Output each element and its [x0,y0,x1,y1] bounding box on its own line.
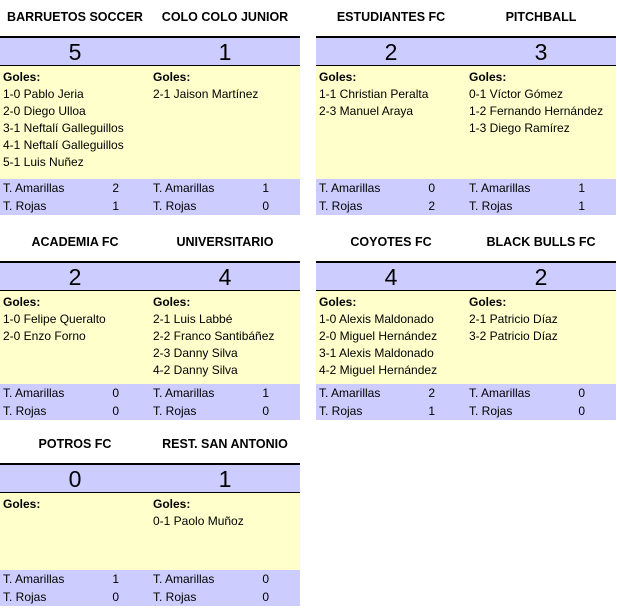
home-red-row [3,197,150,215]
yellow-cards-label: T. Amarillas [3,386,65,400]
away-red-count: 0 [262,404,269,418]
goal-entry: 1-1 Christian Peralta [319,87,429,101]
goals-section [0,291,300,384]
home-yellow-row [319,179,466,197]
away-goals [153,69,303,103]
away-red-count: 0 [262,590,269,604]
home-yellow-count: 0 [112,386,119,400]
yellow-cards-label: T. Amarillas [153,572,215,586]
away-red-row [153,588,300,606]
away-red-count: 0 [578,404,585,418]
goal-entry: 2-0 Miguel Hernández [319,329,438,343]
yellow-cards-label: T. Amarillas [3,181,65,195]
away-red-row [153,197,300,215]
home-team-name: POTROS FC [38,437,112,451]
score-row [316,38,616,65]
red-cards-label: T. Rojas [153,199,197,213]
match-card [316,225,616,420]
goals-label: Goles: [319,70,357,84]
goal-entry: 4-1 Neftalí Galleguillos [3,138,124,152]
away-score: 2 [534,264,548,290]
goals-label: Goles: [153,70,191,84]
team-names-row [0,225,300,261]
yellow-cards-label: T. Amarillas [319,181,381,195]
cards-section [0,384,300,420]
goal-entry: 0-1 Paolo Muñoz [153,514,244,528]
goal-entry: 2-2 Franco Santibáñez [153,329,275,343]
away-yellow-row [153,179,300,197]
home-yellow-count: 1 [112,572,119,586]
match-card [0,0,300,215]
score-row [0,263,300,290]
goals-section [316,291,616,384]
goals-section [316,66,616,179]
away-goals [469,69,617,137]
goal-entry: 0-1 Víctor Gómez [469,87,564,101]
away-team-name: COLO COLO JUNIOR [161,10,289,24]
home-yellow-row [3,179,150,197]
home-score: 4 [384,264,398,290]
goal-entry: 1-2 Fernando Hernández [469,104,604,118]
home-yellow-count: 0 [428,181,435,195]
goal-entry: 3-2 Patricio Díaz [469,329,558,343]
away-yellow-count: 1 [262,386,269,400]
home-team-name: BARRUETOS SOCCER [7,10,143,24]
away-team-name: BLACK BULLS FC [486,235,596,249]
home-red-count: 0 [112,590,119,604]
goals-section [0,66,300,179]
goals-label: Goles: [153,295,191,309]
match-card [0,225,300,420]
away-red-row [469,402,616,420]
goal-entry: 3-1 Neftalí Galleguillos [3,121,124,135]
away-yellow-row [153,384,300,402]
home-red-row [319,197,466,215]
goal-entry: 2-0 Diego Ulloa [3,104,86,118]
away-team-name: UNIVERSITARIO [176,235,274,249]
home-goals [319,294,469,379]
away-yellow-count: 0 [578,386,585,400]
goal-entry: 2-1 Jaison Martínez [153,87,259,101]
home-red-row [3,402,150,420]
away-red-row [153,402,300,420]
yellow-cards-label: T. Amarillas [153,181,215,195]
away-goals [469,294,617,345]
away-yellow-count: 1 [578,181,585,195]
away-red-count: 1 [578,199,585,213]
red-cards-label: T. Rojas [3,590,47,604]
home-score: 5 [68,39,82,65]
away-score: 1 [218,39,232,65]
away-score: 4 [218,264,232,290]
home-yellow-row [3,384,150,402]
cards-section [316,179,616,215]
home-yellow-row [3,570,150,588]
goals-label: Goles: [3,295,41,309]
home-red-count: 1 [428,404,435,418]
yellow-cards-label: T. Amarillas [469,386,531,400]
yellow-cards-label: T. Amarillas [319,386,381,400]
score-row [0,465,300,492]
goal-entry: 1-0 Alexis Maldonado [319,312,434,326]
home-red-row [319,402,466,420]
home-team-name: ACADEMIA FC [31,235,119,249]
goal-entry: 2-3 Manuel Araya [319,104,414,118]
goals-section [0,493,300,570]
home-goals [3,496,153,513]
away-score: 1 [218,466,232,492]
home-team-name: COYOTES FC [350,235,432,249]
away-yellow-count: 0 [262,572,269,586]
home-yellow-row [319,384,466,402]
away-goals [153,496,303,530]
goals-label: Goles: [3,497,41,511]
home-red-count: 1 [112,199,119,213]
red-cards-label: T. Rojas [153,404,197,418]
goals-label: Goles: [469,70,507,84]
yellow-cards-label: T. Amarillas [3,572,65,586]
away-red-row [469,197,616,215]
home-team-name: ESTUDIANTES FC [336,10,446,24]
home-score: 0 [68,466,82,492]
away-yellow-row [469,179,616,197]
cards-section [0,570,300,606]
goal-entry: 5-1 Luis Nuñez [3,155,84,169]
red-cards-label: T. Rojas [3,199,47,213]
goals-label: Goles: [469,295,507,309]
away-yellow-row [153,570,300,588]
away-goals [153,294,303,379]
match-card [0,427,300,606]
score-row [316,263,616,290]
goal-entry: 1-0 Pablo Jeria [3,87,84,101]
red-cards-label: T. Rojas [319,199,363,213]
away-score: 3 [534,39,548,65]
team-names-row [316,0,616,36]
home-score: 2 [384,39,398,65]
match-card [316,0,616,215]
cards-section [0,179,300,215]
goal-entry: 1-0 Felipe Queralto [3,312,106,326]
team-names-row [316,225,616,261]
home-red-row [3,588,150,606]
yellow-cards-label: T. Amarillas [153,386,215,400]
cards-section [316,384,616,420]
home-yellow-count: 2 [428,386,435,400]
away-red-count: 0 [262,199,269,213]
goal-entry: 2-3 Danny Silva [153,346,238,360]
goal-entry: 4-2 Danny Silva [153,363,238,377]
away-yellow-count: 1 [262,181,269,195]
red-cards-label: T. Rojas [319,404,363,418]
home-goals [3,294,153,345]
away-yellow-row [469,384,616,402]
score-row [0,38,300,65]
home-goals [3,69,153,171]
red-cards-label: T. Rojas [469,199,513,213]
home-red-count: 2 [428,199,435,213]
goal-entry: 1-3 Diego Ramírez [469,121,570,135]
goal-entry: 4-2 Miguel Hernández [319,363,438,377]
goals-label: Goles: [319,295,357,309]
away-team-name: PITCHBALL [505,10,577,24]
goals-label: Goles: [3,70,41,84]
team-names-row [0,427,300,463]
red-cards-label: T. Rojas [469,404,513,418]
goal-entry: 2-1 Patricio Díaz [469,312,558,326]
red-cards-label: T. Rojas [153,590,197,604]
yellow-cards-label: T. Amarillas [469,181,531,195]
home-score: 2 [68,264,82,290]
home-red-count: 0 [112,404,119,418]
home-goals [319,69,469,120]
red-cards-label: T. Rojas [3,404,47,418]
goals-label: Goles: [153,497,191,511]
home-yellow-count: 2 [112,181,119,195]
goal-entry: 2-0 Enzo Forno [3,329,86,343]
away-team-name: REST. SAN ANTONIO [162,437,288,451]
goal-entry: 3-1 Alexis Maldonado [319,346,434,360]
team-names-row [0,0,300,36]
goal-entry: 2-1 Luis Labbé [153,312,233,326]
